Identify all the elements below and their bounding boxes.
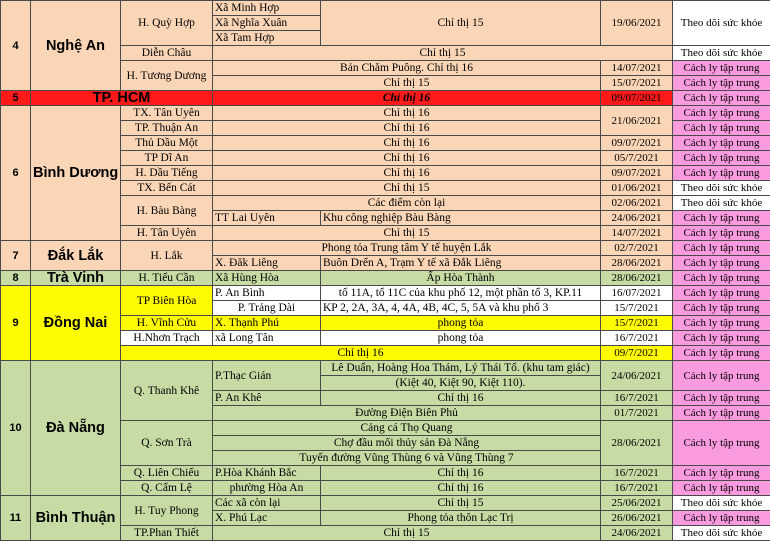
ward-cell: Xã Tam Hợp [213,31,321,46]
area-cell: Buôn Drển A, Trạm Y tế xã Đắk Liêng [321,256,601,271]
ward-cell: P. An Bình [213,286,321,301]
ward-cell: xã Long Tân [213,331,321,346]
district-cell: H. Bàu Bàng [121,196,213,226]
row-number: 7 [1,241,31,271]
status-cell: Cách ly tập trung [673,301,770,316]
area-cell: Phong tỏa thôn Lạc Trị [321,511,601,526]
status-cell: Cách ly tập trung [673,361,770,391]
ward-cell: P. Trảng Dài [213,301,321,316]
date-cell: 09/07/2021 [601,166,673,181]
ward-cell: Các xã còn lại [213,496,321,511]
area-cell: Chỉ thị 16 [121,346,601,361]
table-row [1,1,770,16]
table-row [1,286,770,301]
area-cell: Chỉ thị 15 [213,181,601,196]
status-cell: Cách ly tập trung [673,481,770,496]
status-cell: Cách ly tập trung [673,76,770,91]
status-cell: Cách ly tập trung [673,316,770,331]
status-cell: Cách ly tập trung [673,151,770,166]
district-cell: TP.Phan Thiết [121,526,213,541]
status-cell: Theo dõi sức khỏe [673,196,770,211]
area-cell: Chỉ thị 15 [213,76,601,91]
ward-cell: P.Thạc Gián [213,361,321,391]
status-cell: Cách ly tập trung [673,271,770,286]
district-cell: Q. Liên Chiểu [121,466,213,481]
row-number: 6 [1,106,31,241]
row-number: 4 [1,1,31,91]
district-cell: Thủ Dầu Một [121,136,213,151]
province-name: Đà Nẵng [31,361,121,496]
ward-cell: X. Đăk Liêng [213,256,321,271]
date-cell: 01/7/2021 [601,406,673,421]
status-cell: Cách ly tập trung [673,256,770,271]
area-cell: Chỉ thị 16 [321,391,601,406]
date-cell: 16/7/2021 [601,331,673,346]
ward-cell: TT Lai Uyên [213,211,321,226]
district-cell: Q. Cẩm Lệ [121,481,213,496]
date-cell: 02/7/2021 [601,241,673,256]
date-cell: 16/7/2021 [601,391,673,406]
date-cell: 28/06/2021 [601,256,673,271]
status-cell: Cách ly tập trung [673,91,770,106]
row-number: 5 [1,91,31,106]
date-cell: 16/7/2021 [601,481,673,496]
status-cell: Cách ly tập trung [673,121,770,136]
date-cell: 05/7/2021 [601,151,673,166]
area-cell: Chỉ thị 16 [213,91,601,106]
district-cell: H. Lắk [121,241,213,271]
status-cell: Cách ly tập trung [673,421,770,466]
date-cell: 28/06/2021 [601,421,673,466]
date-cell: 01/06/2021 [601,181,673,196]
area-cell: Bản Chăm Puông. Chỉ thị 16 [213,61,601,76]
district-cell: H. Tiểu Cần [121,271,213,286]
date-cell: 21/06/2021 [601,106,673,136]
area-cell: Chỉ thị 15 [213,226,601,241]
status-cell: Cách ly tập trung [673,331,770,346]
area-cell: Đường Điện Biên Phủ [213,406,601,421]
status-cell: Cách ly tập trung [673,466,770,481]
status-cell: Cách ly tập trung [673,511,770,526]
row-number: 9 [1,286,31,361]
district-cell: TX. Bến Cát [121,181,213,196]
province-name: Trà Vinh [31,271,121,286]
date-cell: 24/06/2021 [601,526,673,541]
area-cell: KP 2, 2A, 3A, 4, 4A, 4B, 4C, 5, 5A và khu phố 3 [321,301,601,316]
district-cell: H. Tân Uyên [121,226,213,241]
district-cell: H. Dầu Tiếng [121,166,213,181]
area-cell: Chỉ thị 15 [213,526,601,541]
province-name: Bình Dương [31,106,121,241]
status-cell: Theo dõi sức khỏe [673,526,770,541]
area-cell: Chỉ thị 16 [213,121,601,136]
area-cell: Cảng cá Thọ Quang [213,421,601,436]
table-row [1,91,770,106]
status-cell: Cách ly tập trung [673,166,770,181]
table-row [1,361,770,376]
status-cell: Theo dõi sức khỏe [673,1,770,46]
date-cell: 24/06/2021 [601,211,673,226]
date-cell: 09/7/2021 [601,346,673,361]
date-cell: 24/06/2021 [601,361,673,391]
date-cell: 28/06/2021 [601,271,673,286]
row-number: 8 [1,271,31,286]
province-name: TP. HCM [31,91,213,106]
date-cell: 15/7/2021 [601,301,673,316]
date-cell: 26/06/2021 [601,511,673,526]
status-cell: Cách ly tập trung [673,211,770,226]
area-cell: tổ 11A, tổ 11C của khu phố 12, một phần tổ 3, KP.11 [321,286,601,301]
province-name: Nghệ An [31,1,121,91]
table-row [1,496,770,511]
area-cell: Lê Duẩn, Hoàng Hoa Thám, Lý Thái Tổ. (khu tam giác) [321,361,601,376]
status-cell: Cách ly tập trung [673,106,770,121]
district-cell: H. Tuy Phong [121,496,213,526]
area-cell: Khu công nghiệp Bàu Bàng [321,211,601,226]
district-cell: TX. Tân Uyên [121,106,213,121]
province-name: Đắk Lắk [31,241,121,271]
ward-cell: P.Hòa Khánh Bắc [213,466,321,481]
area-cell: Chỉ thị 16 [213,106,601,121]
area-cell: Chợ đầu mối thủy sản Đà Nẵng [213,436,601,451]
date-cell: 09/07/2021 [601,136,673,151]
date-cell: 14/07/2021 [601,61,673,76]
status-cell: Cách ly tập trung [673,241,770,256]
ward-cell: X. Phú Lạc [213,511,321,526]
district-cell: TP Biên Hòa [121,286,213,316]
district-cell: Q. Sơn Trà [121,421,213,466]
date-cell: 09/07/2021 [601,91,673,106]
ward-cell: X. Thạnh Phú [213,316,321,331]
date-cell: 15/7/2021 [601,316,673,331]
status-cell: Cách ly tập trung [673,226,770,241]
area-cell: Các điểm còn lại [213,196,601,211]
province-name: Đồng Nai [31,286,121,361]
district-cell: Diễn Châu [121,46,213,61]
area-cell: Chỉ thị 16 [213,151,601,166]
date-cell: 14/07/2021 [601,226,673,241]
district-cell: TP. Thuận An [121,121,213,136]
status-cell: Cách ly tập trung [673,136,770,151]
area-cell: Chỉ thị 16 [321,481,601,496]
date-cell: 15/07/2021 [601,76,673,91]
district-cell: H. Vĩnh Cửu [121,316,213,331]
table-row [1,106,770,121]
area-cell: Ấp Hòa Thành [321,271,601,286]
area-cell: phong tỏa [321,331,601,346]
status-cell: Cách ly tập trung [673,346,770,361]
area-cell: phong tỏa [321,316,601,331]
area-cell: Chỉ thị 15 [213,46,673,61]
district-cell: H. Quỳ Hợp [121,1,213,46]
district-cell: H.Nhơn Trạch [121,331,213,346]
date-cell: 16/7/2021 [601,466,673,481]
province-name: Bình Thuận [31,496,121,541]
date-cell: 25/06/2021 [601,496,673,511]
status-cell: Cách ly tập trung [673,406,770,421]
ward-cell: Xã Nghĩa Xuân [213,16,321,31]
area-cell: Chỉ thị 16 [321,466,601,481]
status-cell: Cách ly tập trung [673,61,770,76]
date-cell: 19/06/2021 [601,1,673,46]
area-cell: Chỉ thị 16 [213,136,601,151]
status-cell: Theo dõi sức khỏe [673,496,770,511]
ward-cell: Xã Minh Hợp [213,1,321,16]
status-cell: Cách ly tập trung [673,286,770,301]
table-row [1,271,770,286]
status-cell: Cách ly tập trung [673,391,770,406]
area-cell: Chỉ thị 15 [321,496,601,511]
district-cell: H. Tương Dương [121,61,213,91]
area-cell: Chỉ thị 16 [213,166,601,181]
row-number: 11 [1,496,31,541]
area-cell: Phong tỏa Trung tâm Y tế huyện Lắk [213,241,601,256]
status-cell: Theo dõi sức khỏe [673,181,770,196]
table-row [1,241,770,256]
date-cell: 16/07/2021 [601,286,673,301]
district-cell: Q. Thanh Khê [121,361,213,421]
status-cell: Theo dõi sức khỏe [673,46,770,61]
area-cell: Tuyến đường Vũng Thùng 6 và Vũng Thùng 7 [213,451,601,466]
ward-cell: Xã Hùng Hòa [213,271,321,286]
ward-cell: phường Hòa An [213,481,321,496]
row-number: 10 [1,361,31,496]
area-cell: Chỉ thị 15 [321,1,601,46]
ward-cell: P. An Khê [213,391,321,406]
area-cell: (Kiệt 40, Kiệt 90, Kiệt 110). [321,376,601,391]
district-cell: TP Dĩ An [121,151,213,166]
date-cell: 02/06/2021 [601,196,673,211]
